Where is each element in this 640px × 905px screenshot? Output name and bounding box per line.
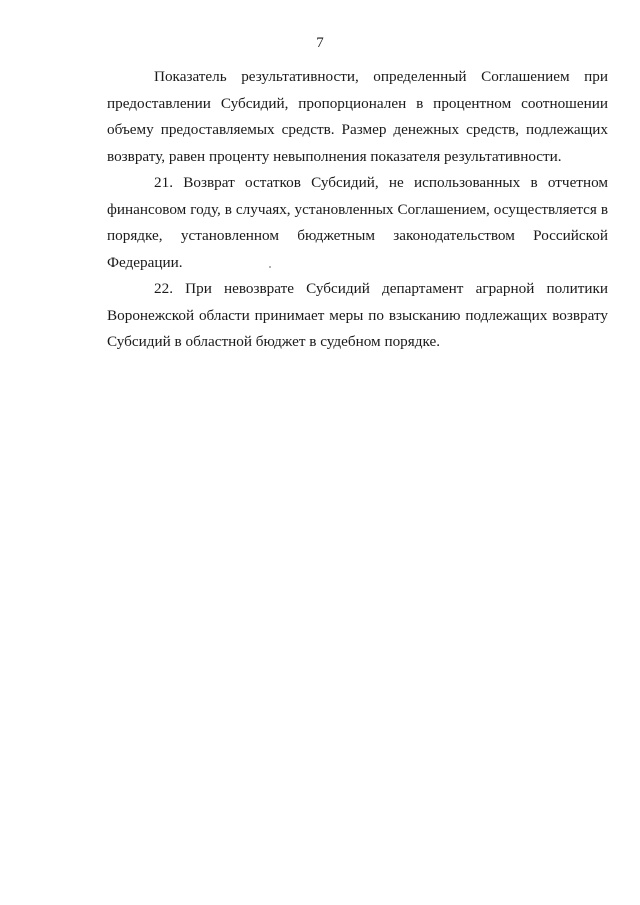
paragraph-performance-indicator: Показатель результативности, определенный Соглашением при предоставлении Субсидий, пропорционален в процентном соотношении объему предоставляемых средств. Размер денежных средств, подлежащих возврату, равен проценту невыполнения показателя результативности. xyxy=(107,68,608,165)
page-number: 7 xyxy=(316,35,324,51)
scan-speck xyxy=(269,266,271,268)
document-body xyxy=(107,64,608,356)
paragraph-22-non-return-recovery: 22. При невозврате Субсидий департамент аграрной политики Воронежской области принимает меры по взысканию подлежащих возврату Субсидий в областной бюджет в судебном порядке. xyxy=(107,280,608,350)
paragraph-21-unused-balance-return: 21. Возврат остатков Субсидий, не использованных в отчетном финансовом году, в случаях, установленных Соглашением, осуществляется в порядке, установленном бюджетным законодательством Российской Федерации. xyxy=(107,174,608,271)
